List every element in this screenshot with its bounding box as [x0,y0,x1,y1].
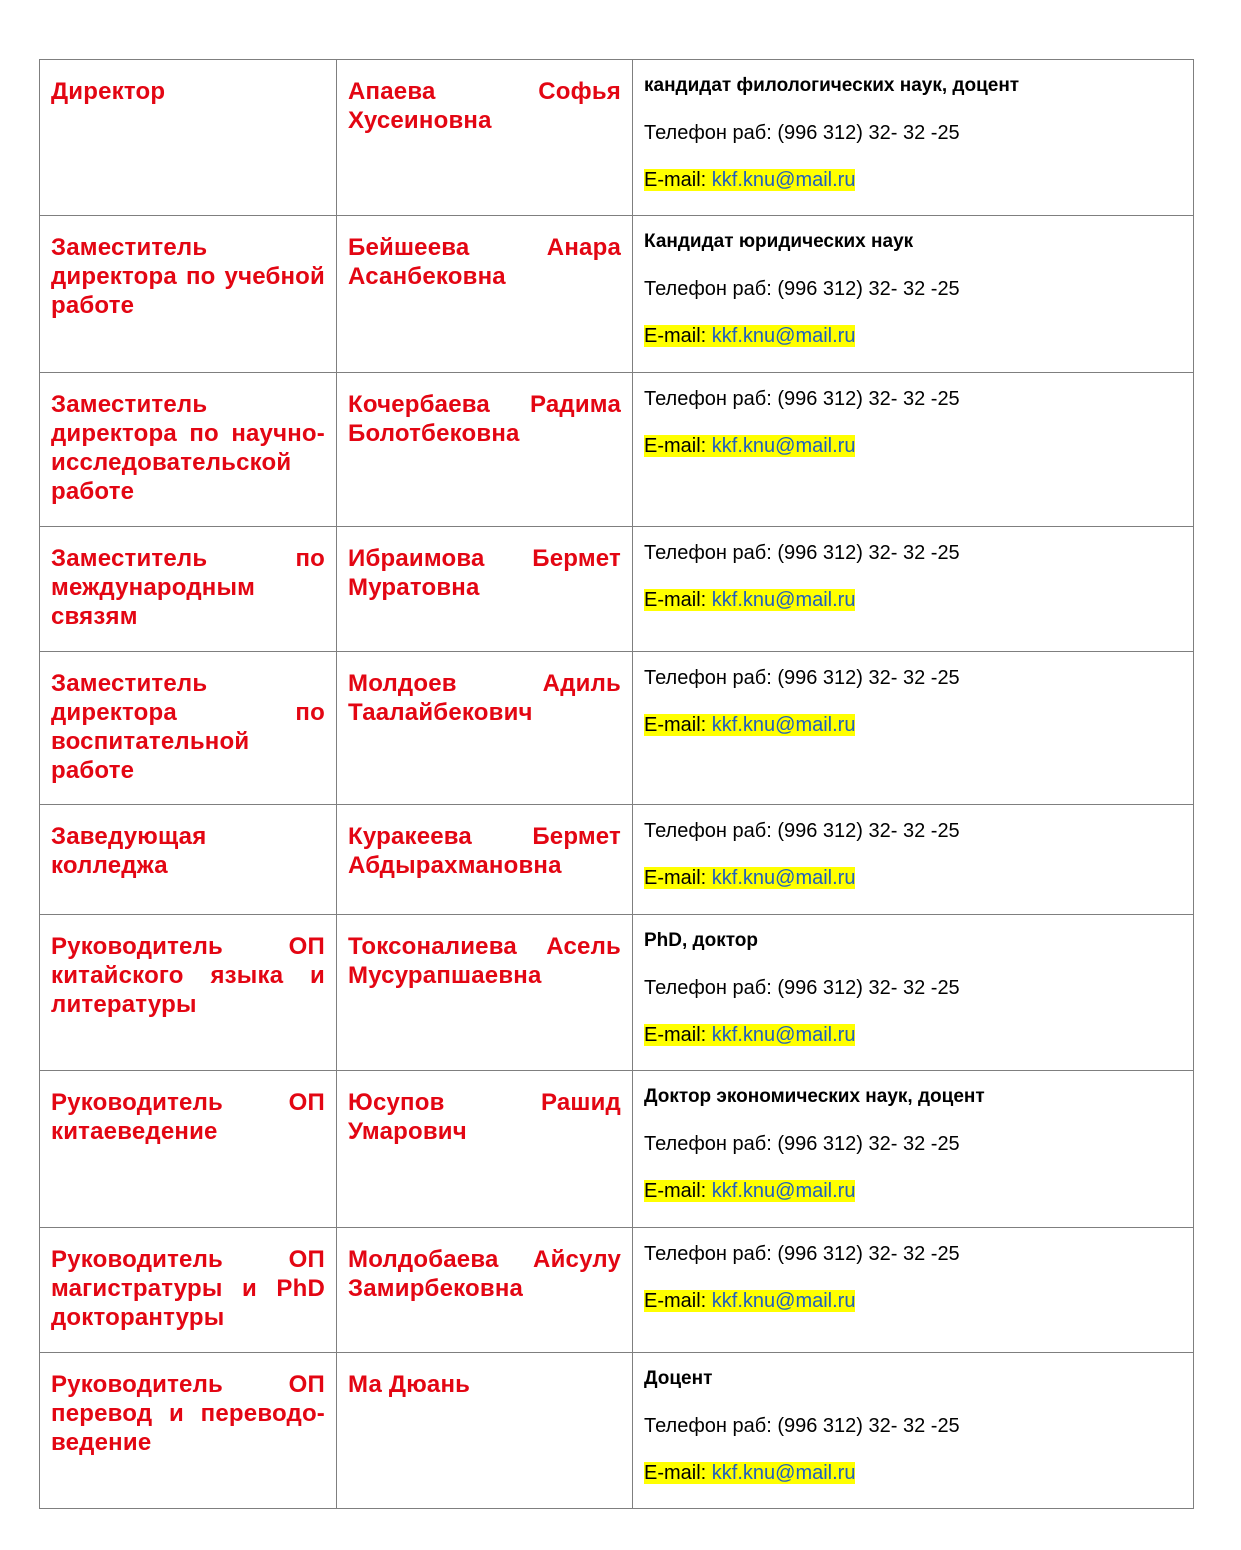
academic-degree: PhD, доктор [644,930,758,951]
position-cell [40,216,337,373]
position-text: Заведующая колледжа [51,823,207,879]
email-link[interactable]: kkf.knu@mail.ru [711,435,856,457]
position-cell [40,527,337,652]
email-line [644,1023,1182,1047]
contact-cell [633,1228,1194,1353]
contact-cell [633,805,1194,915]
position-text: Заместитель директора по воспитательной работе [51,670,325,784]
table-row [40,1071,1194,1228]
table-row [40,527,1194,652]
email-line [644,588,1182,612]
name-cell [337,216,633,373]
email-line [644,324,1182,348]
email-highlight [644,325,855,347]
email-highlight [644,1290,855,1312]
position-text: Заместитель директора по учебной работе [51,234,325,319]
name-cell [337,60,633,216]
email-label: E-mail: [644,325,712,347]
position-text: Заместитель по международным связям [51,545,325,630]
staff-table-body [40,60,1194,1509]
contact-cell [633,373,1194,527]
email-label: E-mail: [644,714,712,736]
work-phone: Телефон раб: (996 312) 32- 32 -25 [644,977,960,999]
academic-degree: Доцент [644,1368,713,1389]
person-name: Бейшеева Анара Асанбековна [348,234,621,290]
academic-degree: Кандидат юридических наук [644,231,914,252]
email-highlight [644,435,855,457]
email-link[interactable]: kkf.knu@mail.ru [711,867,856,889]
contact-cell [633,60,1194,216]
person-name: Ибраимова Бермет Муратовна [348,545,621,601]
position-text: Руководитель ОП китайского языка и литературы [51,933,325,1018]
email-link[interactable]: kkf.knu@mail.ru [711,714,856,736]
email-highlight [644,1024,855,1046]
table-row [40,60,1194,216]
email-label: E-mail: [644,589,712,611]
contact-cell [633,216,1194,373]
email-label: E-mail: [644,1462,712,1484]
position-cell [40,373,337,527]
contact-cell [633,527,1194,652]
work-phone: Телефон раб: (996 312) 32- 32 -25 [644,1243,960,1265]
work-phone: Телефон раб: (996 312) 32- 32 -25 [644,278,960,300]
email-link[interactable]: kkf.knu@mail.ru [711,1024,856,1046]
work-phone: Телефон раб: (996 312) 32- 32 -25 [644,542,960,564]
work-phone: Телефон раб: (996 312) 32- 32 -25 [644,1415,960,1437]
email-highlight [644,867,855,889]
table-row [40,1228,1194,1353]
name-cell [337,915,633,1071]
person-name: Токсоналиева Асель Мусурапшаевна [348,933,621,989]
email-label: E-mail: [644,1024,712,1046]
person-name: Кочербаева Радима Болотбековна [348,391,621,447]
work-phone: Телефон раб: (996 312) 32- 32 -25 [644,122,960,144]
staff-table [39,59,1194,1509]
name-cell [337,1228,633,1353]
email-highlight [644,589,855,611]
work-phone: Телефон раб: (996 312) 32- 32 -25 [644,820,960,842]
table-row [40,915,1194,1071]
position-cell [40,805,337,915]
person-name: Молдоев Адиль Таалайбекович [348,670,621,726]
position-text: Руководитель ОП китаеведение [51,1089,325,1145]
position-text: Директор [51,78,166,105]
email-highlight [644,1462,855,1484]
email-link[interactable]: kkf.knu@mail.ru [711,1290,856,1312]
email-label: E-mail: [644,1290,712,1312]
table-row [40,652,1194,805]
name-cell [337,805,633,915]
email-link[interactable]: kkf.knu@mail.ru [711,1180,856,1202]
person-name: Куракеева Бермет Абдырахмановна [348,823,621,879]
work-phone: Телефон раб: (996 312) 32- 32 -25 [644,388,960,410]
name-cell [337,1353,633,1509]
email-link[interactable]: kkf.knu@mail.ru [711,325,856,347]
email-label: E-mail: [644,435,712,457]
email-highlight [644,169,855,191]
contact-cell [633,1353,1194,1509]
academic-degree: кандидат филологических наук, доцент [644,75,1020,96]
email-line [644,1289,1182,1313]
email-line [644,1179,1182,1203]
email-label: E-mail: [644,1180,712,1202]
email-line [644,168,1182,192]
position-text: Руководитель ОП перевод и переводо-ведение [51,1371,325,1456]
contact-cell [633,652,1194,805]
table-row [40,373,1194,527]
email-line [644,1461,1182,1485]
table-row [40,805,1194,915]
email-line [644,713,1182,737]
name-cell [337,652,633,805]
email-link[interactable]: kkf.knu@mail.ru [711,1462,856,1484]
person-name: Юсупов Рашид Умарович [348,1089,621,1145]
position-text: Руководитель ОП магистратуры и PhD докторантуры [51,1246,325,1331]
work-phone: Телефон раб: (996 312) 32- 32 -25 [644,1133,960,1155]
email-label: E-mail: [644,169,712,191]
contact-cell [633,915,1194,1071]
email-line [644,866,1182,890]
work-phone: Телефон раб: (996 312) 32- 32 -25 [644,667,960,689]
position-cell [40,652,337,805]
academic-degree: Доктор экономических наук, доцент [644,1086,985,1107]
name-cell [337,527,633,652]
email-line [644,434,1182,458]
position-cell [40,60,337,216]
email-label: E-mail: [644,867,712,889]
position-cell [40,915,337,1071]
email-link[interactable]: kkf.knu@mail.ru [711,589,856,611]
name-cell [337,373,633,527]
person-name: Ма Дюань [348,1371,471,1398]
table-row [40,1353,1194,1509]
email-link[interactable]: kkf.knu@mail.ru [711,169,856,191]
name-cell [337,1071,633,1228]
contact-cell [633,1071,1194,1228]
person-name: Апаева Софья Хусеиновна [348,78,621,134]
position-cell [40,1071,337,1228]
person-name: Молдобаева Айсулу Замирбековна [348,1246,621,1302]
position-cell [40,1228,337,1353]
position-cell [40,1353,337,1509]
table-row [40,216,1194,373]
email-highlight [644,1180,855,1202]
position-text: Заместитель директора по научно-исследовательской работе [51,391,325,505]
email-highlight [644,714,855,736]
